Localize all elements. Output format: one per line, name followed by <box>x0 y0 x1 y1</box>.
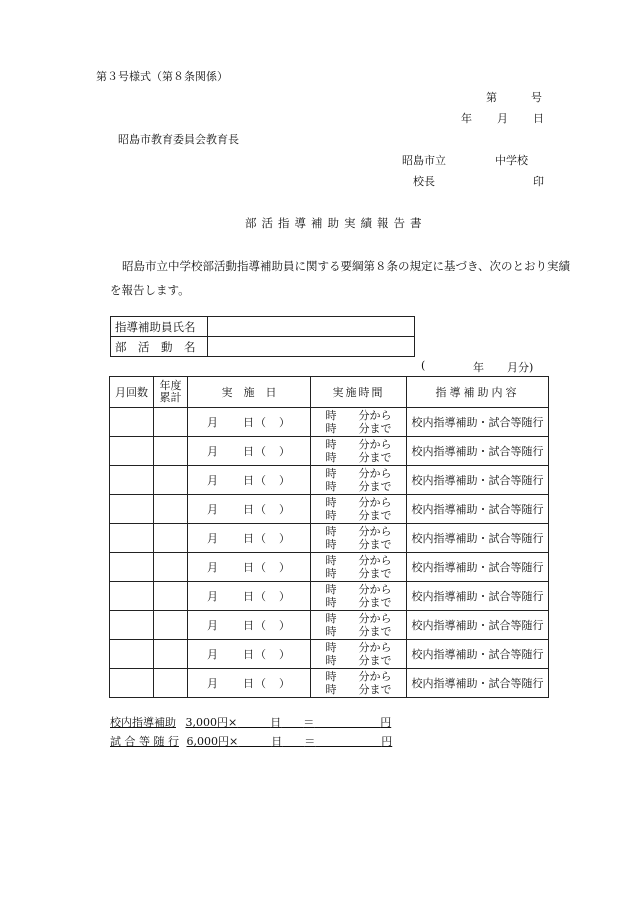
time-to: 時 分まで <box>325 567 392 580</box>
annual-total-cell[interactable] <box>154 524 188 553</box>
time-from: 時 分から <box>325 583 392 596</box>
content-cell[interactable]: 校内指導補助・試合等随行 <box>407 553 549 582</box>
summary-match-days: 日 <box>271 735 283 748</box>
header-annual-total-line1: 年度 <box>159 379 182 392</box>
time-from: 時 分から <box>325 496 392 509</box>
addressee: 昭島市教育委員会教育長 <box>118 133 239 146</box>
time-to: 時 分まで <box>325 625 392 638</box>
date-cell[interactable]: 月 日（ ） <box>188 553 311 582</box>
period-open: ( <box>421 359 426 372</box>
time-cell[interactable] <box>311 437 407 466</box>
time-cell[interactable] <box>311 524 407 553</box>
content-cell[interactable]: 校内指導補助・試合等随行 <box>407 466 549 495</box>
annual-total-cell[interactable] <box>154 582 188 611</box>
info-row-instructor <box>111 317 415 337</box>
time-cell[interactable] <box>311 582 407 611</box>
annual-total-cell[interactable] <box>154 408 188 437</box>
header-annual-total <box>154 377 188 408</box>
time-to: 時 分まで <box>325 422 392 435</box>
annual-total-cell[interactable] <box>154 437 188 466</box>
time-from: 時 分から <box>325 612 392 625</box>
time-from: 時 分から <box>325 670 392 683</box>
header-date: 実 施 日 <box>188 377 311 408</box>
date-cell[interactable]: 月 日（ ） <box>188 408 311 437</box>
table-row <box>110 437 549 466</box>
time-cell[interactable] <box>311 408 407 437</box>
time-from: 時 分から <box>325 554 392 567</box>
report-title: 部活指導補助実績報告書 <box>245 216 427 230</box>
header-monthly-count: 月回数 <box>110 377 154 408</box>
time-cell[interactable] <box>311 495 407 524</box>
table-row <box>110 408 549 437</box>
summary-internal-rate: 3,000円× <box>185 716 238 729</box>
summary-line-internal <box>110 714 391 730</box>
table-row <box>110 466 549 495</box>
table-row <box>110 524 549 553</box>
time-from: 時 分から <box>325 438 392 451</box>
content-cell[interactable]: 校内指導補助・試合等随行 <box>407 669 549 698</box>
date-cell[interactable]: 月 日（ ） <box>188 669 311 698</box>
summary-match-eq: ＝ <box>304 735 316 748</box>
sender-school: 中学校 <box>495 154 528 167</box>
content-cell[interactable]: 校内指導補助・試合等随行 <box>407 408 549 437</box>
annual-total-cell[interactable] <box>154 495 188 524</box>
time-to: 時 分まで <box>325 480 392 493</box>
table-row <box>110 495 549 524</box>
club-name-label: 部 活 動 名 <box>111 337 208 357</box>
time-to: 時 分まで <box>325 654 392 667</box>
date-cell[interactable]: 月 日（ ） <box>188 524 311 553</box>
period-year: 年 <box>473 361 484 374</box>
content-cell[interactable]: 校内指導補助・試合等随行 <box>407 437 549 466</box>
monthly-count-cell[interactable] <box>110 437 154 466</box>
monthly-count-cell[interactable] <box>110 408 154 437</box>
time-to: 時 分まで <box>325 596 392 609</box>
period-month: 月分) <box>507 361 534 374</box>
date-day: 日 <box>533 112 544 125</box>
table-row <box>110 611 549 640</box>
info-row-club <box>111 337 415 357</box>
summary-match-label: 試 合 等 随 行 <box>110 735 179 748</box>
time-cell[interactable] <box>311 669 407 698</box>
summary-internal-yen: 円 <box>380 716 392 729</box>
sender-city: 昭島市立 <box>402 154 446 167</box>
time-to: 時 分まで <box>325 509 392 522</box>
date-cell[interactable]: 月 日（ ） <box>188 640 311 669</box>
summary-internal-label: 校内指導補助 <box>110 716 176 729</box>
annual-total-cell[interactable] <box>154 611 188 640</box>
record-table <box>109 376 549 698</box>
info-table <box>110 316 415 357</box>
monthly-count-cell[interactable] <box>110 582 154 611</box>
annual-total-cell[interactable] <box>154 466 188 495</box>
content-cell[interactable]: 校内指導補助・試合等随行 <box>407 524 549 553</box>
seal-mark: 印 <box>533 175 544 188</box>
instructor-name-field[interactable] <box>208 317 415 337</box>
summary-match-rate: 6,000円× <box>186 735 239 748</box>
doc-number-suffix: 号 <box>531 91 542 104</box>
header-content: 指導補助内容 <box>407 377 549 408</box>
content-cell[interactable]: 校内指導補助・試合等随行 <box>407 640 549 669</box>
annual-total-cell[interactable] <box>154 553 188 582</box>
date-year: 年 <box>461 112 472 125</box>
header-time: 実施時間 <box>311 377 407 408</box>
time-from: 時 分から <box>325 409 392 422</box>
table-row <box>110 553 549 582</box>
header-annual-total-line2: 累計 <box>159 391 182 404</box>
table-row <box>110 582 549 611</box>
date-cell[interactable]: 月 日（ ） <box>188 611 311 640</box>
time-from: 時 分から <box>325 525 392 538</box>
time-cell[interactable] <box>311 466 407 495</box>
club-name-field[interactable] <box>208 337 415 357</box>
monthly-count-cell[interactable] <box>110 640 154 669</box>
date-cell[interactable]: 月 日（ ） <box>188 495 311 524</box>
date-cell[interactable]: 月 日（ ） <box>188 466 311 495</box>
table-row <box>110 640 549 669</box>
annual-total-cell[interactable] <box>154 640 188 669</box>
content-cell[interactable]: 校内指導補助・試合等随行 <box>407 495 549 524</box>
monthly-count-cell[interactable] <box>110 495 154 524</box>
annual-total-cell[interactable] <box>154 669 188 698</box>
monthly-count-cell[interactable] <box>110 669 154 698</box>
record-body <box>110 408 549 698</box>
summary-match-yen: 円 <box>381 735 393 748</box>
time-from: 時 分から <box>325 641 392 654</box>
time-to: 時 分まで <box>325 538 392 551</box>
date-cell[interactable]: 月 日（ ） <box>188 582 311 611</box>
date-month: 月 <box>497 112 508 125</box>
time-to: 時 分まで <box>325 451 392 464</box>
content-cell[interactable]: 校内指導補助・試合等随行 <box>407 582 549 611</box>
monthly-count-cell[interactable] <box>110 524 154 553</box>
table-row <box>110 669 549 698</box>
monthly-count-cell[interactable] <box>110 553 154 582</box>
record-header-row <box>110 377 549 408</box>
monthly-count-cell[interactable] <box>110 611 154 640</box>
date-cell[interactable]: 月 日（ ） <box>188 437 311 466</box>
time-to: 時 分まで <box>325 683 392 696</box>
body-text: 昭島市立中学校部活動指導補助員に関する要綱第８条の規定に基づき、次のとおり実績を報告します。 <box>110 259 571 297</box>
sender-principal: 校長 <box>413 175 435 188</box>
time-cell[interactable] <box>311 640 407 669</box>
form-number: 第３号様式（第８条関係） <box>96 70 228 83</box>
time-cell[interactable] <box>311 553 407 582</box>
summary-internal-days: 日 <box>270 716 282 729</box>
time-cell[interactable] <box>311 611 407 640</box>
monthly-count-cell[interactable] <box>110 466 154 495</box>
time-from: 時 分から <box>325 467 392 480</box>
instructor-name-label: 指導補助員氏名 <box>111 317 208 337</box>
doc-number-prefix: 第 <box>486 91 497 104</box>
content-cell[interactable]: 校内指導補助・試合等随行 <box>407 611 549 640</box>
summary-line-match <box>110 733 392 749</box>
summary-internal-eq: ＝ <box>303 716 315 729</box>
